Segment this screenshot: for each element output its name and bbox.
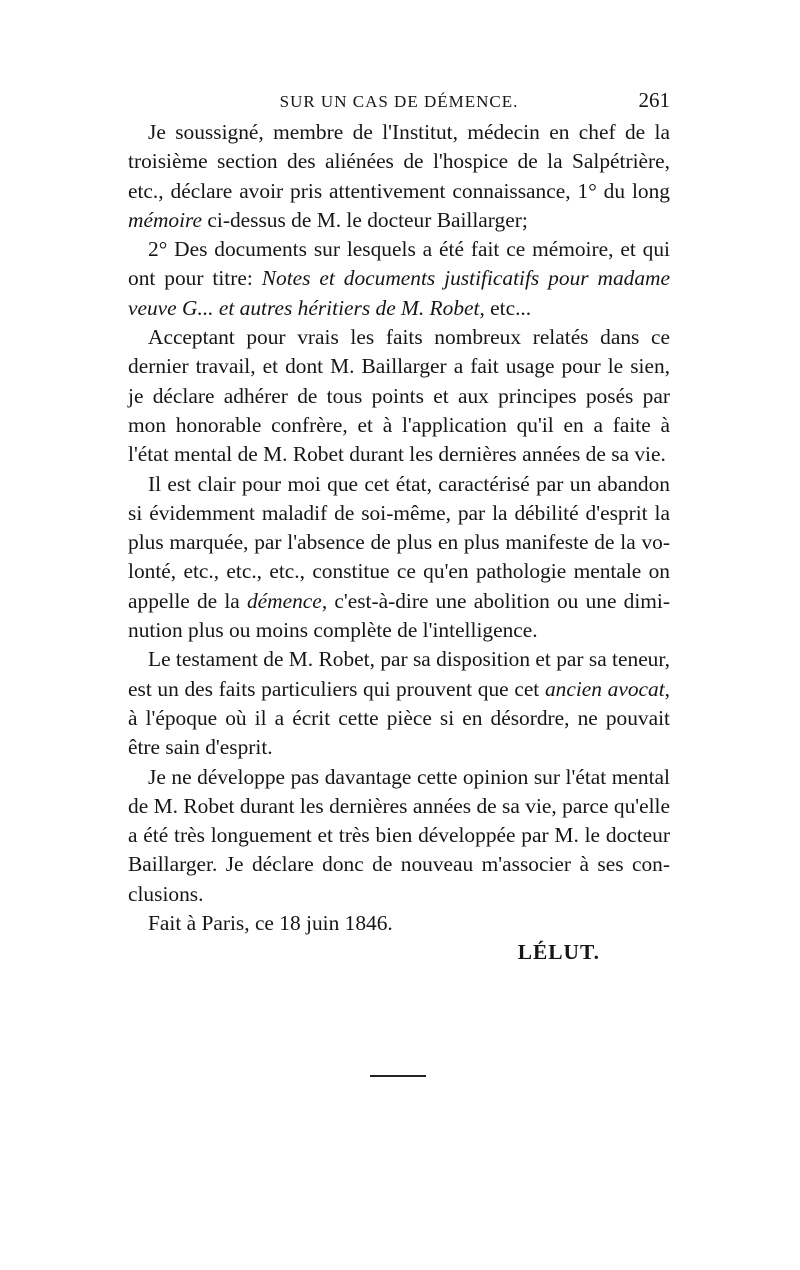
paragraph-text: , à l'époque où il a écrit cette pièce si en désordre, ne pouvait être sain d'esprit. — [128, 676, 671, 760]
paragraph — [128, 323, 670, 469]
page-number: 261 — [638, 88, 670, 112]
paragraph — [128, 645, 670, 762]
paragraph — [128, 118, 670, 235]
closing-line: Fait à Paris, ce 18 juin 1846. — [148, 911, 393, 936]
closing-rule — [370, 1075, 426, 1077]
paragraph-text: ci-dessus de M. le docteur Baillarger; — [202, 207, 528, 232]
running-title: SUR UN CAS DE DÉMENCE. — [279, 92, 519, 111]
paragraph-text: Il est clair pour moi que cet état, caractérisé par un abandon si évidemment maladif de soi-même, par la débilité d'esprit la plus marquée, par l'absence de plus en plus manifeste de la volonté, etc., etc., etc., constitue ce qu'en pathologie mentale on appelle de la — [128, 471, 670, 613]
paragraph-italic: Notes et documents justificatifs pour madame veuve G... et autres héritiers de M. Robet — [128, 266, 670, 320]
signature: LÉLUT. — [517, 940, 600, 965]
book-page — [128, 86, 670, 968]
paragraph-text: Je soussigné, membre de l'Institut, médecin en chef de la troisième section des aliénées de l'hospice de la Salpétrière, etc., déclare avoir pris attentivement connaissance, 1° du long — [128, 120, 670, 203]
paragraph-italic: ancien avocat — [544, 676, 665, 701]
paragraph-italic: démence — [246, 588, 322, 613]
paragraph-text: Je ne développe pas davantage cette opinion sur l'état mental de M. Robet durant les dernières années de sa vie, parce qu'elle a été très longuement et très bien développée par M. le docteur Baillarger. Je déclare donc de nouveau m'associer à ses conclusions. — [128, 764, 670, 906]
paragraph-italic: mémoire — [128, 207, 203, 232]
paragraph-text: 2° Des documents sur lesquels a été fait ce mémoire, et qui ont pour titre: — [128, 237, 670, 291]
running-head — [128, 86, 670, 116]
paragraph-text: , c'est-à-dire une abolition ou une diminution plus ou moins complète de l'intelligence. — [128, 588, 670, 643]
paragraph-text: Acceptant pour vrais les faits nombreux relatés dans ce dernier travail, et dont M. Baillarger a fait usage pour le sien, je déclare adhérer de tous points et aux principes posés par mon honorable confrère, et à l'application qu'il en a faite à l'état mental de M. Robet durant les dernières années de sa vie. — [128, 325, 670, 467]
paragraph — [128, 470, 670, 646]
paragraph-text: , etc... — [479, 295, 532, 320]
body-text — [128, 118, 670, 909]
paragraph-text: Le testament de M. Robet, par sa disposition et par sa teneur, est un des faits particuliers qui prouvent que cet — [128, 647, 670, 701]
paragraph — [128, 763, 670, 909]
paragraph — [128, 235, 670, 323]
